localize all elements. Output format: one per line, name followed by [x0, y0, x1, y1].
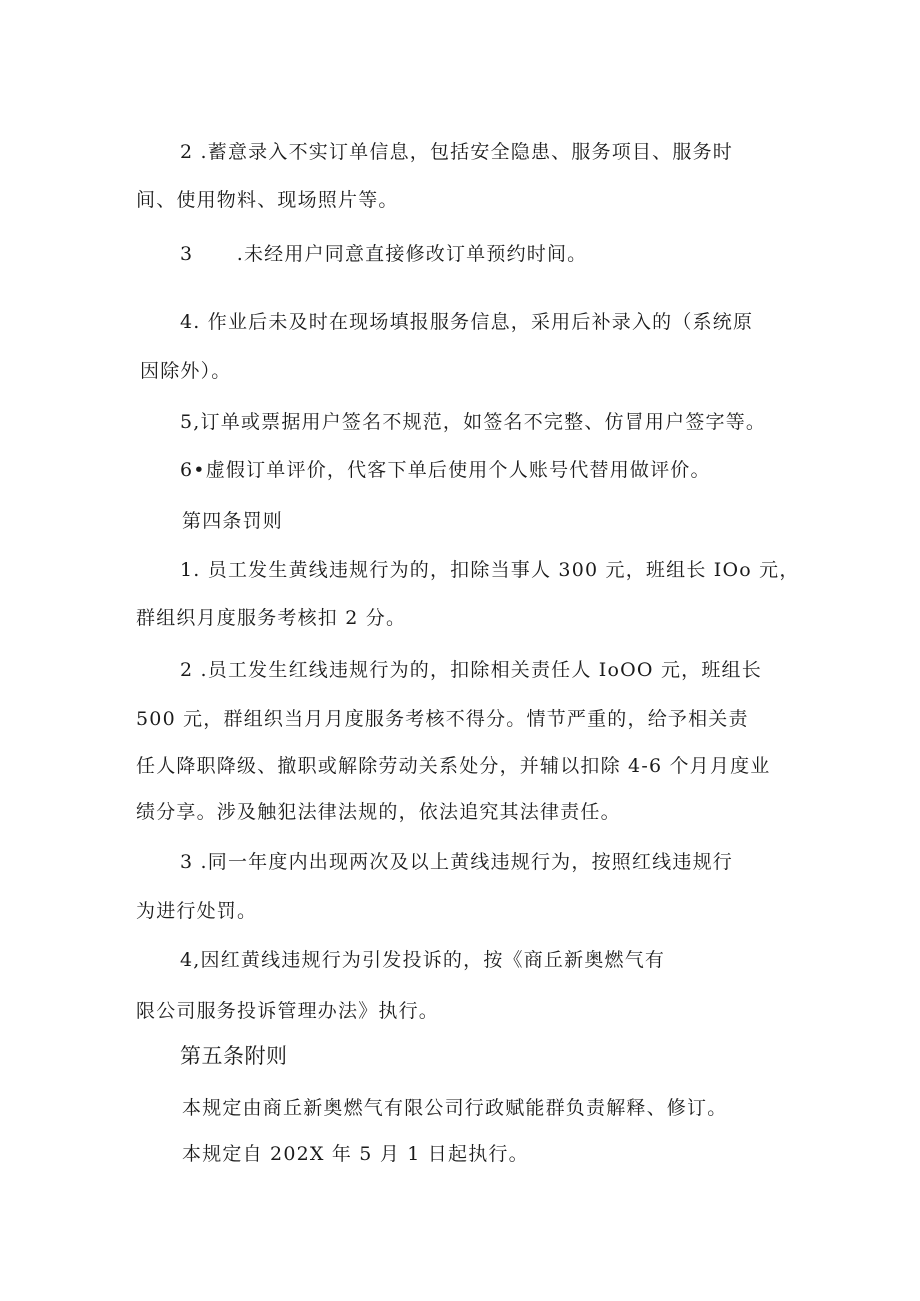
item-5-line: 5,订单或票据用户签名不规范，如签名不完整、仿冒用户签字等。: [180, 411, 767, 433]
penalty-1-line-2: 群组织月度服务考核扣 2 分。: [136, 607, 407, 629]
penalty-3-line-1: 3 .同一年度内出现两次及以上黄线违规行为，按照红线违规行: [180, 851, 733, 873]
penalty-1-line-1: 1. 员工发生黄线违规行为的，扣除当事人 300 元，班组长 IOo 元，: [180, 559, 800, 581]
section-4-heading: 第四条罚则: [182, 510, 284, 532]
item-4-line-2: 因除外）。: [140, 360, 232, 382]
penalty-4-line-1: 4,因红黄线违规行为引发投诉的，按《商丘新奥燃气有: [180, 949, 666, 971]
penalty-4-line-2: 限公司服务投诉管理办法》执行。: [136, 1000, 440, 1022]
appendix-line-1: 本规定由商丘新奥燃气有限公司行政赋能群负责解释、修订。: [182, 1097, 728, 1119]
section-5-heading: 第五条附则: [180, 1044, 288, 1068]
item-2-line-1: 2 .蓄意录入不实订单信息，包括安全隐患、服务项目、服务时: [180, 141, 733, 163]
item-6-line: 6•虚假订单评价，代客下单后使用个人账号代替用做评价。: [180, 459, 711, 481]
item-4-line-1: 4. 作业后未及时在现场填报服务信息，采用后补录入的（系统原: [180, 311, 754, 333]
penalty-2-line-4: 绩分享。涉及触犯法律法规的，依法追究其法律责任。: [136, 801, 621, 823]
item-2-line-2: 间、使用物料、现场照片等。: [136, 189, 399, 211]
appendix-line-2: 本规定自 202X 年 5 月 1 日起执行。: [182, 1143, 529, 1165]
penalty-2-line-3: 任人降职降级、撤职或解除劳动关系处分，并辅以扣除 4-6 个月月度业: [136, 755, 771, 777]
penalty-2-line-1: 2 .员工发生红线违规行为的，扣除相关责任人 IoOO 元，班组长: [180, 659, 762, 681]
penalty-3-line-2: 为进行处罚。: [136, 900, 258, 922]
penalty-2-line-2: 500 元，群组织当月月度服务考核不得分。情节严重的，给予相关责: [136, 708, 749, 730]
item-3-line: 3 .未经用户同意直接修改订单预约时间。: [180, 243, 588, 265]
